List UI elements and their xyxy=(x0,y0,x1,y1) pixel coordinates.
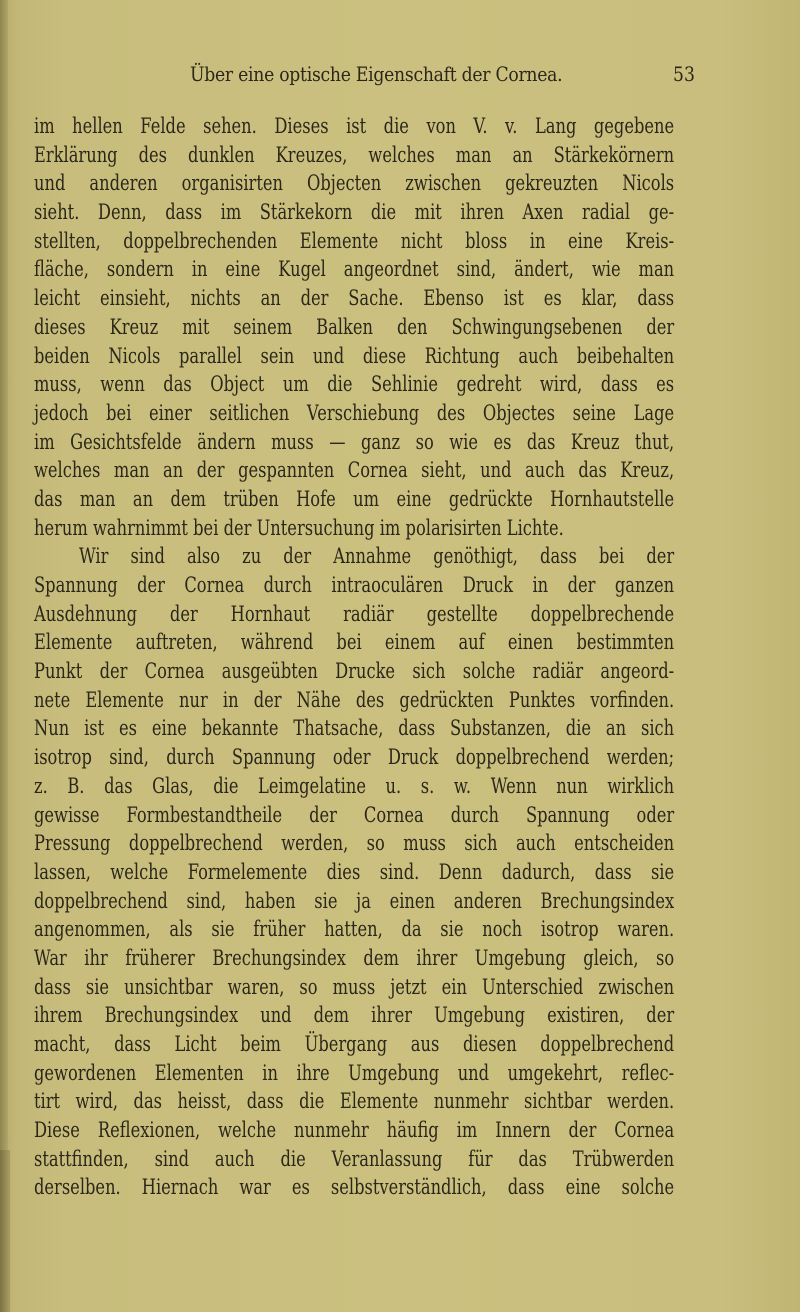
text-line: stellten, doppelbrechenden Elemente nicht bloss in eine Kreis- xyxy=(34,228,675,253)
running-title: Über eine optische Eigenschaft der Cornea. xyxy=(190,62,563,86)
text-line: dass sie unsichtbar waren, so muss jetzt ein Unterschied zwischen xyxy=(34,974,675,999)
text-line: doppelbrechend sind, haben sie ja einen anderen Brechungsindex xyxy=(34,888,675,913)
text-line: fläche, sondern in eine Kugel angeordnet sind, ändert, wie man xyxy=(34,257,675,282)
text-line: derselben. Hiernach war es selbstverständlich, dass eine solche xyxy=(34,1175,675,1200)
text-line: War ihr früherer Brechungsindex dem ihrer Umgebung gleich, so xyxy=(34,945,675,970)
text-line: im hellen Felde sehen. Dieses ist die von V. v. Lang gegebene xyxy=(34,114,675,138)
text-line: gewordenen Elementen in ihre Umgebung und umgekehrt, reflec- xyxy=(34,1060,675,1085)
text-line: dieses Kreuz mit seinem Balken den Schwingungsebenen der xyxy=(34,314,675,339)
text-line: tirt wird, das heisst, dass die Elemente nunmehr sichtbar werden. xyxy=(34,1089,675,1114)
text-line: z. B. das Glas, die Leimgelatine u. s. w. Wenn nun wirklich xyxy=(34,773,675,798)
page-number: 53 xyxy=(673,62,695,86)
text-line: leicht einsieht, nichts an der Sache. Ebenso ist es klar, dass xyxy=(34,286,675,311)
text-line: stattfinden, sind auch die Veranlassung für das Trübwerden xyxy=(34,1146,675,1171)
text-line: macht, dass Licht beim Übergang aus diesen doppelbrechend xyxy=(34,1032,675,1056)
text-line: herum wahrnimmt bei der Untersuchung im polarisirten Lichte. xyxy=(34,515,564,540)
text-line: lassen, welche Formelemente dies sind. Denn dadurch, dass sie xyxy=(34,859,675,884)
page-edge-shadow xyxy=(0,0,8,1312)
text-line-paragraph-start: Wir sind also zu der Annahme genöthigt, dass bei der xyxy=(78,544,675,569)
text-line: das man an dem trüben Hofe um eine gedrückte Hornhautstelle xyxy=(34,486,675,511)
text-line: Ausdehnung der Hornhaut radiär gestellte doppelbrechende xyxy=(34,601,675,626)
text-line: beiden Nicols parallel sein und diese Richtung auch beibehalten xyxy=(34,343,675,368)
text-line: Elemente auftreten, während bei einem auf einen bestimmten xyxy=(34,630,675,655)
text-line: und anderen organisirten Objecten zwischen gekreuzten Nicols xyxy=(34,171,675,196)
text-line: Nun ist es eine bekannte Thatsache, dass Substanzen, die an sich xyxy=(34,716,675,741)
page-edge-shadow-bottom xyxy=(0,1150,10,1312)
text-line: Erklärung des dunklen Kreuzes, welches man an Stärkekörnern xyxy=(34,142,675,167)
text-line: gewisse Formbestandtheile der Cornea durch Spannung oder xyxy=(34,802,675,827)
text-line: im Gesichtsfelde ändern muss — ganz so wie es das Kreuz thut, xyxy=(34,429,675,454)
text-line: Spannung der Cornea durch intraoculären Druck in der ganzen xyxy=(34,573,675,597)
text-line: nete Elemente nur in der Nähe des gedrückten Punktes vorfinden. xyxy=(34,687,675,712)
text-line: Punkt der Cornea ausgeübten Drucke sich solche radiär angeord- xyxy=(34,659,675,684)
text-line: welches man an der gespannten Cornea sieht, und auch das Kreuz, xyxy=(34,458,675,483)
text-line: isotrop sind, durch Spannung oder Druck doppelbrechend werden; xyxy=(34,745,675,770)
running-head xyxy=(0,62,800,92)
text-line: angenommen, als sie früher hatten, da sie noch isotrop waren. xyxy=(34,917,675,942)
text-line: Pressung doppelbrechend werden, so muss sich auch entscheiden xyxy=(34,831,675,856)
text-line: jedoch bei einer seitlichen Verschiebung des Objectes seine Lage xyxy=(34,400,675,425)
text-line: Diese Reflexionen, welche nunmehr häufig im Innern der Cornea xyxy=(34,1118,675,1143)
text-line: ihrem Brechungsindex und dem ihrer Umgebung existiren, der xyxy=(34,1003,675,1028)
text-line: sieht. Denn, dass im Stärkekorn die mit ihren Axen radial ge- xyxy=(34,200,675,225)
body-text xyxy=(34,112,734,1202)
text-line: muss, wenn das Object um die Sehlinie gedreht wird, dass es xyxy=(34,372,675,397)
